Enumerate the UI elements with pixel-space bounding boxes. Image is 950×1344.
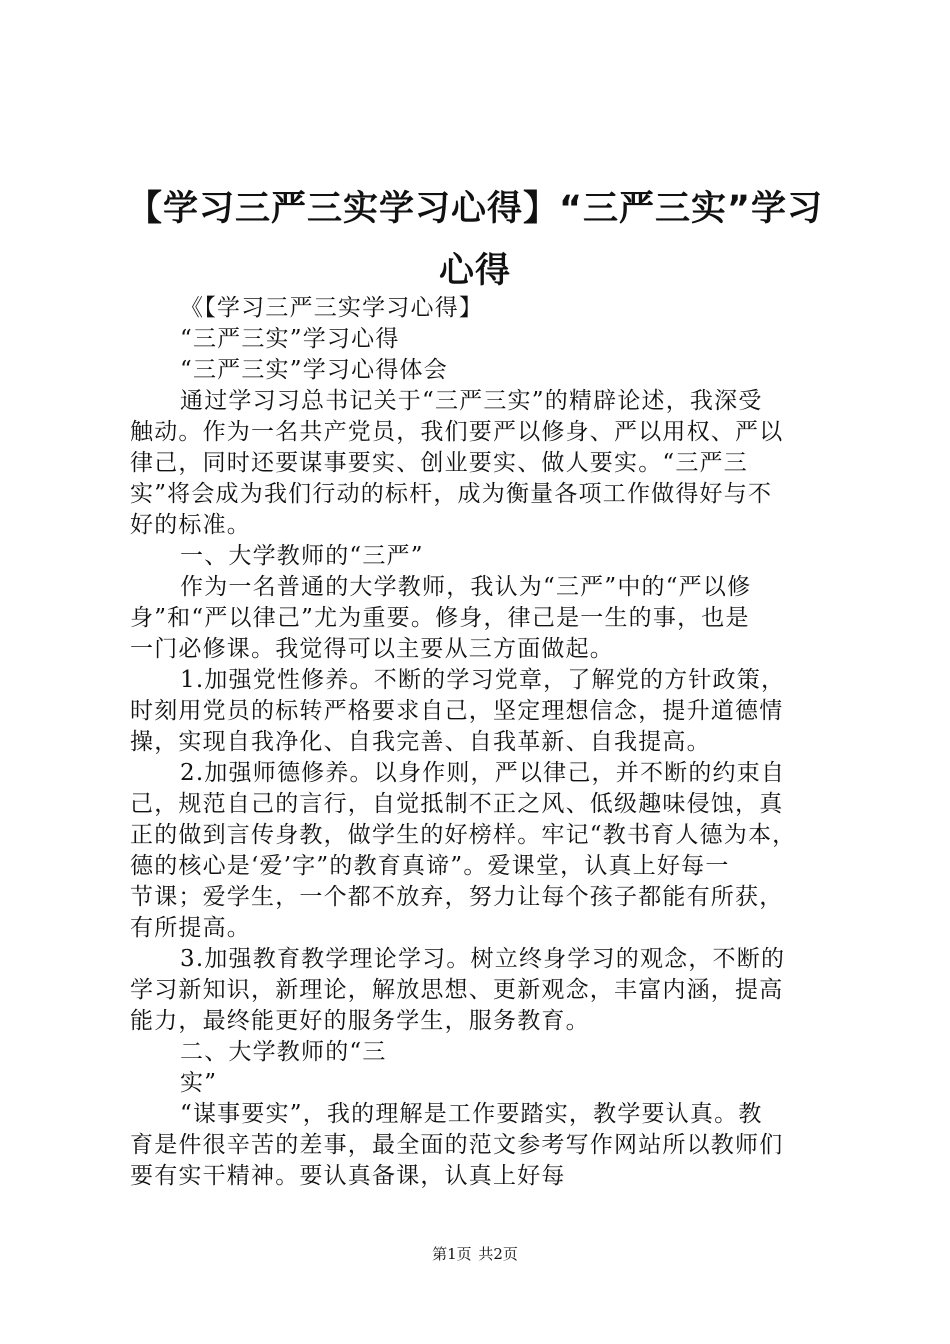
body-line: 德的核心是‘爱’字”的教育真谛”。爱课堂，认真上好每一 — [130, 853, 730, 879]
body-line: 学习新知识，新理论，解放思想、更新观念，丰富内涵，提高 — [130, 977, 784, 1003]
body-line: 时刻用党员的标转严格要求自己，坚定理想信念，提升道德情 — [130, 698, 784, 724]
body-line: 节课；爱学生，一个都不放弃，努力让每个孩子都能有所获， — [130, 884, 784, 910]
body-line: 好的标准。 — [130, 512, 251, 538]
body-line: 实” — [180, 1070, 218, 1096]
body-line: 触动。作为一名共产党员，我们要严以修身、严以用权、严以 — [130, 419, 784, 445]
body-line: 3.加强教育教学理论学习。树立终身学习的观念，不断的 — [180, 946, 786, 972]
body-line: 身”和“严以律己”尤为重要。修身，律己是一生的事，也是 — [130, 605, 750, 631]
body-line: “三严三实”学习心得 — [180, 326, 400, 352]
body-line: 一门必修课。我觉得可以主要从三方面做起。 — [130, 636, 614, 662]
document-body — [130, 293, 830, 1192]
body-line: 一、大学教师的“三严” — [180, 543, 424, 569]
body-line: “谋事要实”，我的理解是工作要踏实，教学要认真。教 — [180, 1101, 763, 1127]
body-line: 有所提高。 — [130, 915, 251, 941]
body-line: 通过学习习总书记关于“三严三实”的精辟论述，我深受 — [180, 388, 763, 414]
body-line: 操，实现自我净化、自我完善、自我革新、自我提高。 — [130, 729, 711, 755]
body-line: 要有实干精神。要认真备课，认真上好每 — [130, 1163, 566, 1189]
body-line: 二、大学教师的“三 — [180, 1039, 387, 1065]
body-line: 育是件很辛苦的差事，最全面的范文参考写作网站所以教师们 — [130, 1132, 784, 1158]
body-line: “三严三实”学习心得体会 — [180, 357, 448, 383]
page-footer — [0, 1244, 950, 1264]
body-line: 作为一名普通的大学教师，我认为“三严”中的“严以修 — [180, 574, 752, 600]
body-line: 正的做到言传身教，做学生的好榜样。牢记“教书育人德为本， — [130, 822, 797, 848]
document-title: 【学习三严三实学习心得】“三严三实”学习心得 — [126, 189, 823, 291]
body-line: 律己，同时还要谋事要实、创业要实、做人要实。“三严三 — [130, 450, 748, 476]
body-line: 己，规范自己的言行，自觉抵制不正之风、低级趣味侵蚀，真 — [130, 791, 784, 817]
body-line: 1.加强党性修养。不断的学习党章，了解党的方针政策， — [180, 667, 786, 693]
body-line: 能力，最终能更好的服务学生，服务教育。 — [130, 1008, 590, 1034]
body-line: 实”将会成为我们行动的标杆，成为衡量各项工作做得好与不 — [130, 481, 773, 507]
page-total: 共2页 — [478, 1245, 518, 1263]
body-line: 2.加强师德修养。以身作则，严以律己，并不断的约束自 — [180, 760, 786, 786]
body-line: 《【学习三严三实学习心得】 — [180, 295, 484, 321]
page-number: 第1页 — [432, 1245, 472, 1263]
